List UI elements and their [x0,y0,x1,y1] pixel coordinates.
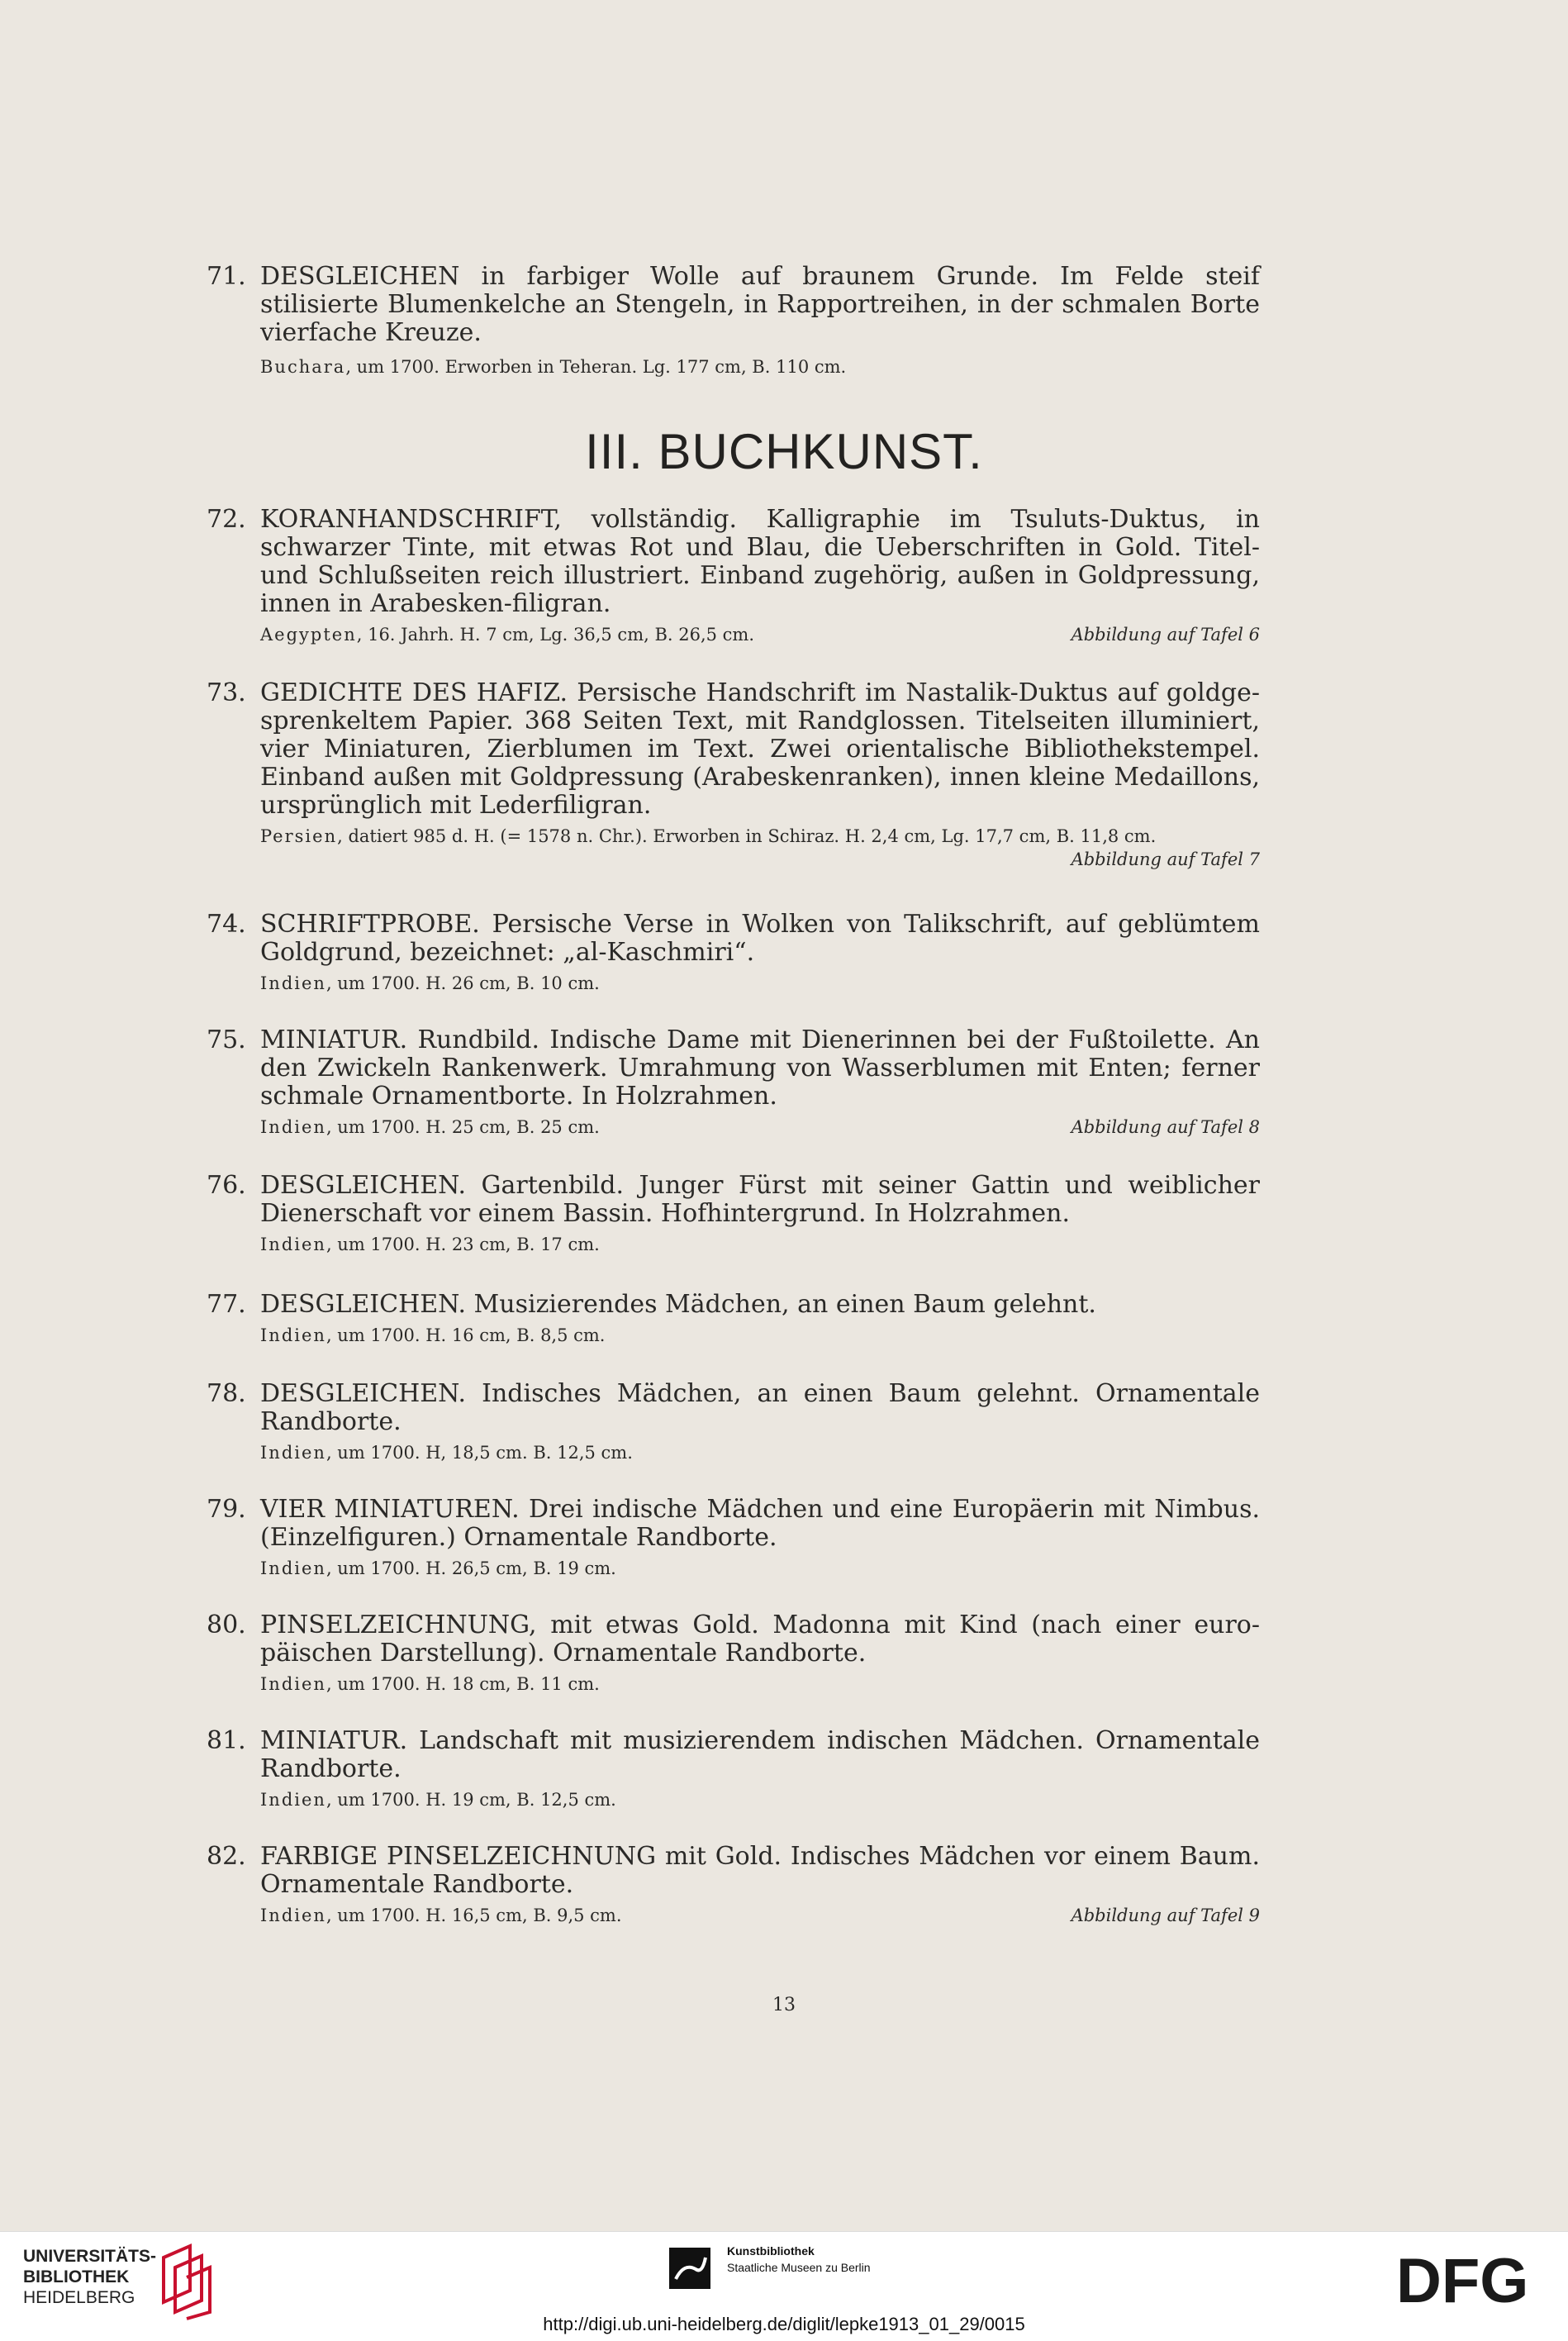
catalog-entry-75 [207,1026,1260,1139]
catalog-entry-81 [207,1727,1260,1811]
entry-description: FARBIGE PINSELZEICHNUNG mit Gold. Indisches Mädchen vor einem Baum. Ornamentale Randborte. [260,1842,1260,1899]
entry-origin: Indien [260,1235,326,1254]
entry-details: , datiert 985 d. H. (= 1578 n. Chr.). Erworben in Schiraz. H. 2,4 cm, Lg. 17,7 cm, B. 11,8 cm. [337,826,1157,846]
entry-details: , um 1700. H. 16 cm, B. 8,5 cm. [325,1325,606,1345]
entry-number: 73. [207,678,246,707]
entry-number: 82. [207,1842,246,1871]
ub-heidelberg-wordmark[interactable] [23,2246,156,2308]
entry-provenance [260,825,1260,871]
entry-provenance [260,1904,1260,1927]
entry-details: , um 1700. H. 26 cm, B. 10 cm. [325,973,600,993]
catalog-entry-72 [207,506,1260,646]
entry-description: GEDICHTE DES HAFIZ. Persische Handschrift im Nastalik-Duktus auf goldge-sprenkeltem Papier. 368 Seiten Text, mit Randglossen. Titelseiten illuminiert, vier Miniaturen, Zierblumen im Text. Zwei orientalische Bibliothekstempel. Einband außen mit Goldpressung (Arabeskenranken), innen kleine Medaillons, ursprünglich mit Lederfiligran. [260,678,1260,820]
catalog-entry-76 [207,1172,1260,1256]
figure-reference: Abbildung auf Tafel 8 [1071,1117,1260,1137]
figure-reference: Abbildung auf Tafel 6 [1071,625,1260,645]
catalog-entry-82 [207,1843,1260,1927]
ub-line-2: BIBLIOTHEK [23,2267,130,2286]
entry-description: DESGLEICHEN. Gartenbild. Junger Fürst mit seiner Gattin und weiblicher Dienerschaft vor einem Bassin. Hofhintergrund. In Holzrahmen. [260,1171,1260,1228]
dfg-logo-icon[interactable] [1396,2248,1545,2314]
ub-heidelberg-logo-icon[interactable] [159,2241,213,2320]
catalog-entry-77 [207,1291,1260,1347]
entry-description: KORANHANDSCHRIFT, vollständig. Kalligraphie im Tsuluts-Duktus, in schwarzer Tinte, mit etwas Rot und Blau, die Ueberschriften in Gold. Titel- und Schlußseiten reich illustriert. Einband zugehörig, außen in Goldpressung, innen in Arabesken-filigran. [260,505,1260,618]
kb-line-2: Staatliche Museen zu Berlin [727,2261,871,2274]
figure-reference: Abbildung auf Tafel 9 [1071,1906,1260,1925]
entry-description: MINIATUR. Landschaft mit musizierendem indischen Mädchen. Ornamentale Randborte. [260,1726,1260,1783]
entry-details: , um 1700. H. 25 cm, B. 25 cm. [325,1117,600,1137]
entry-number: 79. [207,1495,246,1524]
entry-details: , 16. Jahrh. H. 7 cm, Lg. 36,5 cm, B. 26,5 cm. [356,625,755,645]
entry-number: 81. [207,1726,246,1755]
catalog-entry-80 [207,1611,1260,1696]
kb-line-1: Kunstbibliothek [727,2244,815,2258]
entry-origin: Indien [260,1906,326,1925]
entry-origin: Indien [260,973,326,993]
catalog-entry-78 [207,1380,1260,1464]
permalink-url[interactable]: http://digi.ub.uni-heidelberg.de/diglit/lepke1913_01_29/0015 [543,2314,1025,2334]
entry-description: MINIATUR. Rundbild. Indische Dame mit Dienerinnen bei der Fußtoilette. An den Zwickeln Rankenwerk. Umrahmung von Wasserblumen mit Enten; ferner schmale Ornamentborte. In Holzrahmen. [260,1025,1260,1111]
figure-reference: Abbildung auf Tafel 7 [1071,849,1260,869]
entry-provenance [260,1324,1260,1347]
section-heading: III. BUCHKUNST. [585,424,983,479]
entry-provenance [260,972,1260,995]
catalog-entry-79 [207,1496,1260,1580]
kunstbibliothek-logo-icon[interactable] [668,2246,712,2291]
entry-description: DESGLEICHEN. Musizierendes Mädchen, an einen Baum gelehnt. [260,1290,1096,1319]
entry-origin: Indien [260,1117,326,1137]
entry-description: VIER MINIATUREN. Drei indische Mädchen und eine Europäerin mit Nimbus. (Einzelfiguren.) Ornamentale Randborte. [260,1495,1260,1552]
entry-provenance [260,1441,1260,1464]
entry-number: 77. [207,1290,246,1319]
page-number: 13 [772,1995,796,2015]
entry-details: , um 1700. H. 26,5 cm, B. 19 cm. [325,1558,616,1578]
entry-details: , um 1700. H. 23 cm, B. 17 cm. [325,1235,600,1254]
entry-details: , um 1700. H, 18,5 cm. B. 12,5 cm. [325,1443,633,1463]
catalog-entry-74 [207,911,1260,995]
entry-origin: Indien [260,1790,326,1810]
entry-details: , um 1700. H. 19 cm, B. 12,5 cm. [325,1790,616,1810]
entry-provenance [260,1557,1260,1580]
entry-details: , um 1700. H. 16,5 cm, B. 9,5 cm. [325,1906,622,1925]
entry-description: DESGLEICHEN. Indisches Mädchen, an einen Baum gelehnt. Ornamentale Randborte. [260,1379,1260,1436]
entry-description: PINSELZEICHNUNG, mit etwas Gold. Madonna mit Kind (nach einer euro-päischen Darstellung). Ornamentale Randborte. [260,1611,1260,1668]
entry-origin: Buchara [260,357,346,377]
entry-number: 76. [207,1171,246,1200]
entry-description: SCHRIFTPROBE. Persische Verse in Wolken von Talikschrift, auf geblümtem Goldgrund, bezeichnet: „al-Kaschmiri“. [260,910,1260,967]
entry-number: 75. [207,1025,246,1054]
entry-provenance [260,623,1260,646]
entry-number: 71. [207,262,246,291]
entry-description: DESGLEICHEN in farbiger Wolle auf braunem Grunde. Im Felde steif stilisierte Blumenkelche an Stengeln, in Rapportreihen, in der schmalen Borte vierfache Kreuze. [260,262,1260,347]
entry-number: 80. [207,1611,246,1639]
ub-line-1: UNIVERSITÄTS- [23,2247,157,2266]
entry-provenance [260,1116,1260,1139]
entry-origin: Indien [260,1325,326,1345]
entry-origin: Indien [260,1558,326,1578]
kunstbibliothek-label[interactable] [727,2243,871,2276]
entry-number: 74. [207,910,246,939]
entry-origin: Persien [260,826,338,846]
entry-origin: Indien [260,1674,326,1694]
dfg-logo-text: DFG [1396,2248,1529,2314]
entry-origin: Aegypten [260,625,357,645]
entry-provenance [260,1788,1260,1811]
catalog-entry-73 [207,679,1260,871]
catalog-entry-71 [207,263,1260,378]
entry-provenance [260,1233,1260,1256]
entry-details: , um 1700. H. 18 cm, B. 11 cm. [325,1674,600,1694]
entry-number: 72. [207,505,246,534]
entry-provenance [260,1672,1260,1696]
entry-origin: Indien [260,1443,326,1463]
entry-provenance [260,355,1260,378]
entry-details: , um 1700. Erworben in Teheran. Lg. 177 cm, B. 110 cm. [345,357,847,377]
entry-number: 78. [207,1379,246,1408]
ub-line-3: HEIDELBERG [23,2288,135,2307]
